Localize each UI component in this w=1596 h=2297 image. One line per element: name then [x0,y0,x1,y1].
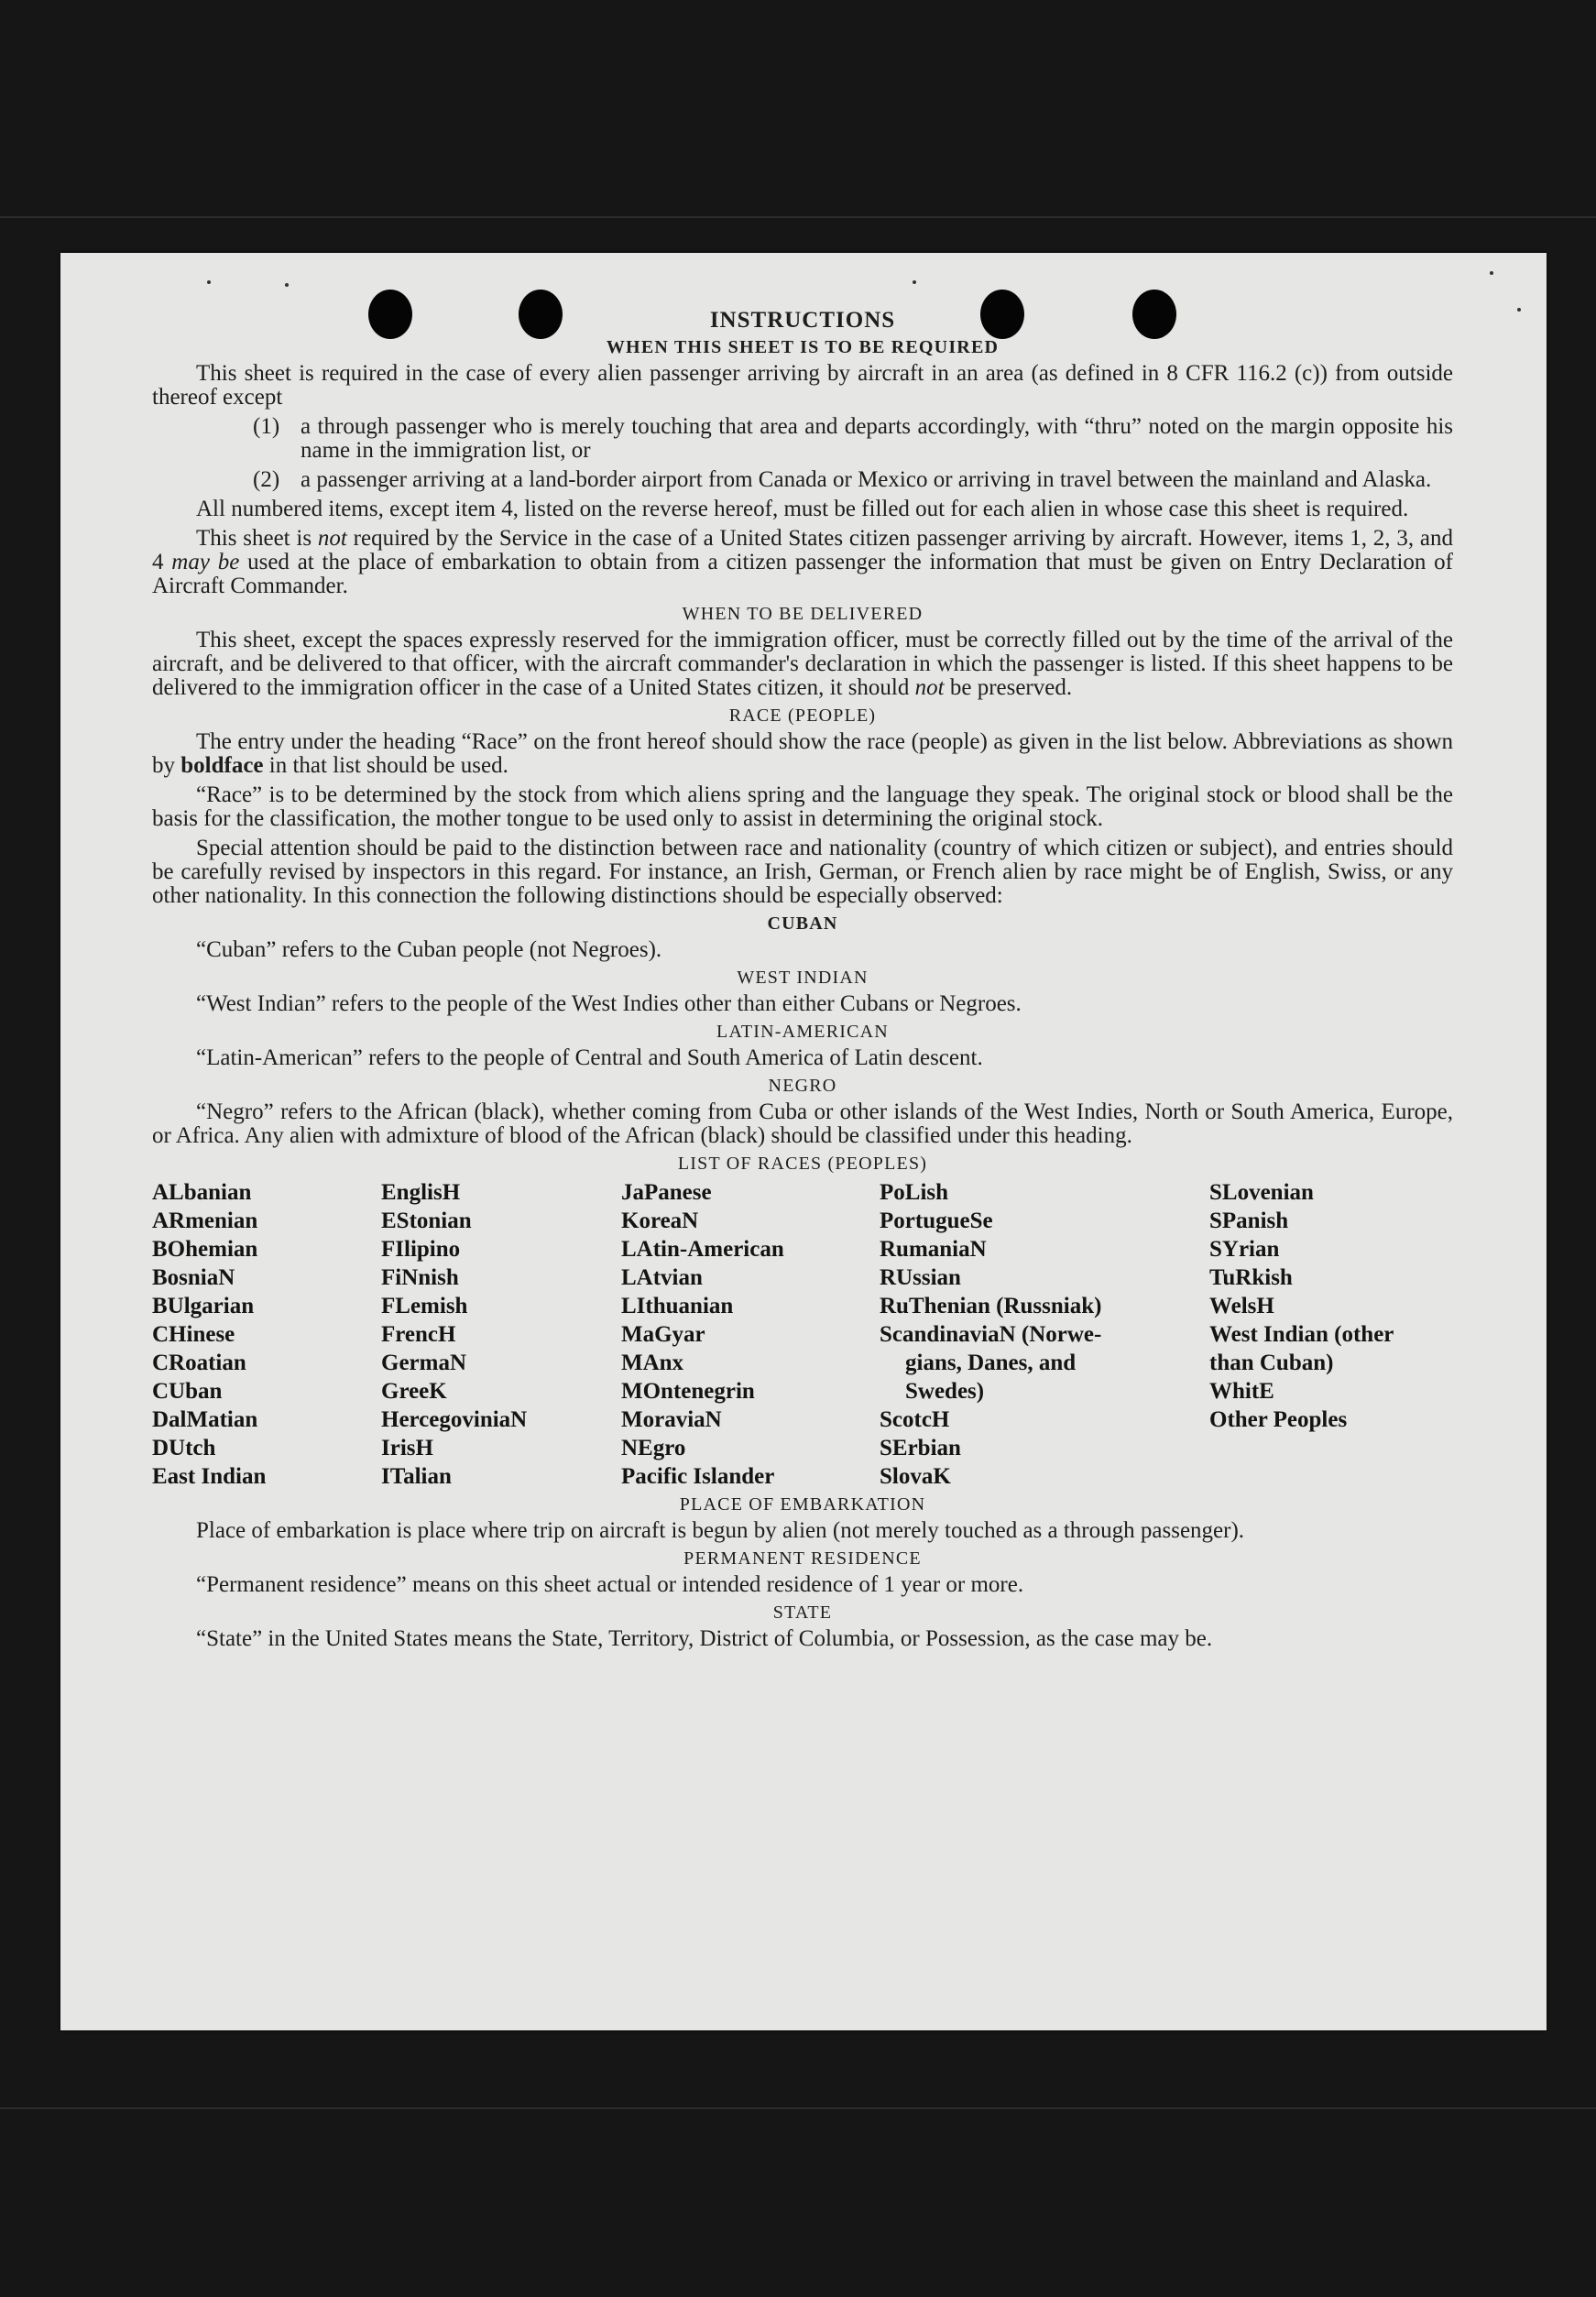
race-entry: DUtch [152,1436,216,1460]
scan-speck [207,280,211,284]
numbered-item [152,468,1453,492]
races-column [381,1178,621,1491]
race-entry: LIthuanian [621,1294,734,1318]
race-entry: gians, Danes, and [905,1351,1077,1375]
race-entry: EStonian [381,1209,472,1233]
paragraph: This sheet is required in the case of every alien passenger arriving by aircraft in an area (as defined in 8 CFR 116.2 (c)) from outside thereof except [152,361,1453,410]
paragraph: “Latin-American” refers to the people of Central and South America of Latin descent. [196,1045,983,1070]
race-entry: SYrian [1209,1237,1280,1262]
races-column [880,1178,1209,1491]
italic-text: not [317,526,347,551]
paragraph: “Cuban” refers to the Cuban people (not Negroes). [196,937,662,962]
paragraph: “State” in the United States means the State, Territory, District of Columbia, or Possession, as the case may be. [196,1626,1213,1651]
race-entry: ITalian [381,1464,452,1489]
section-heading-place-of-embarkation: PLACE OF EMBARKATION [679,1494,926,1515]
scan-artifact-line [0,2107,1596,2109]
section-heading-cuban: CUBAN [767,913,838,934]
race-entry: RuThenian (Russniak) [880,1294,1102,1318]
race-entry: SLovenian [1209,1180,1314,1205]
text-run: The entry under the heading “Race” on the front hereof should show the race (people) as given in the list below. Abbreviations as shown by [152,729,1453,778]
race-entry: HercegoviniaN [381,1407,528,1432]
bold-text: boldface [180,753,264,778]
section-heading-latin-american: LATIN-AMERICAN [716,1022,889,1042]
race-entry: PortugueSe [880,1209,993,1233]
section-heading-when-required: WHEN THIS SHEET IS TO BE REQUIRED [606,337,1000,357]
race-entry: IrisH [381,1436,433,1460]
race-entry: MaGyar [621,1322,705,1347]
section-heading-west-indian: WEST INDIAN [737,968,869,988]
race-entry: FIlipino [381,1237,461,1262]
race-entry: FLemish [381,1294,468,1318]
race-entry: Pacific Islander [621,1464,775,1489]
paragraph [152,629,1453,700]
race-entry: FiNnish [381,1265,459,1290]
race-entry: ALbanian [152,1180,252,1205]
paragraph: “Permanent residence” means on this sheet actual or intended residence of 1 year or more. [196,1572,1024,1597]
scan-speck [1517,308,1521,312]
race-entry: KoreaN [621,1209,699,1233]
section-heading-permanent-residence: PERMANENT RESIDENCE [683,1548,922,1569]
race-entry: WelsH [1209,1294,1274,1318]
race-entry: RUssian [880,1265,961,1290]
race-entry: FrencH [381,1322,456,1347]
race-entry: Other Peoples [1209,1407,1348,1432]
instructions-content [152,308,1453,1657]
item-number: (2) [253,467,280,492]
scan-artifact-line [0,216,1596,218]
race-entry: CHinese [152,1322,235,1347]
text-run: This sheet, except the spaces expressly reserved for the immigration officer, must be correctly filled out by the time of the arrival of the aircraft, and be delivered to that officer, with the aircraft commander's declaration in which the passenger is listed. If this sheet happens to be delivered to the immigration officer in the case of a United States citizen, it should [152,628,1453,700]
paragraph: “Race” is to be determined by the stock from which aliens spring and the language they speak. The original stock or blood shall be the basis for the classification, the mother tongue to be used only to assist in determining the original stock. [152,782,1453,831]
race-entry: BUlgarian [152,1294,255,1318]
race-entry: SPanish [1209,1209,1289,1233]
race-entry: WhitE [1209,1379,1274,1404]
race-entry: NEgro [621,1436,686,1460]
race-entry: ScandinaviaN (Norwe- [880,1322,1102,1347]
race-entry: SlovaK [880,1464,951,1489]
section-heading-when-delivered: WHEN TO BE DELIVERED [682,604,924,624]
text-run: be preserved. [944,675,1073,700]
race-entry: CRoatian [152,1351,246,1375]
race-entry: ARmenian [152,1209,258,1233]
text-run: This sheet is [196,526,318,551]
race-entry: East Indian [152,1464,267,1489]
numbered-item [152,415,1453,463]
section-heading-state: STATE [772,1602,833,1623]
text-run: in that list should be used. [263,753,508,778]
race-entry: SErbian [880,1436,961,1460]
race-entry: GreeK [381,1379,447,1404]
text-run: used at the place of embarkation to obtain from a citizen passenger the information that must be given on Entry Declaration of Aircraft Commander. [152,550,1454,598]
race-entry: PoLish [880,1180,949,1205]
races-column [621,1178,880,1491]
italic-text: not [914,675,945,700]
race-entry: West Indian (other [1209,1322,1394,1347]
paragraph: Place of embarkation is place where trip on aircraft is begun by alien (not merely touched as a through passenger). [196,1518,1245,1543]
text-run: required by the Service in the case of a United States citizen passenger arriving by aircraft. However, items 1, 2, 3, and 4 [152,526,1453,574]
paragraph: Special attention should be paid to the distinction between race and nationality (country of which citizen or subject), and entries should be carefully revised by inspectors in this regard. For instance, an Irish, German, or French alien by race might be of English, Swiss, or any other nationality. In this connection the following distinctions should be especially observed: [152,836,1453,908]
races-column [152,1178,381,1491]
race-entry: JaPanese [621,1180,712,1205]
race-entry: than Cuban) [1209,1351,1334,1375]
race-entry: Swedes) [905,1379,985,1404]
section-heading-race: RACE (PEOPLE) [728,706,877,726]
paragraph: “Negro” refers to the African (black), whether coming from Cuba or other islands of the West Indies, North or South America, Europe, or Africa. Any alien with admixture of blood of the African (black) should be classified under this heading. [152,1099,1453,1148]
race-entry: GermaN [381,1351,467,1375]
section-heading-list-of-races: LIST OF RACES (PEOPLES) [677,1154,928,1174]
race-entry: MAnx [621,1351,684,1375]
race-entry: LAtvian [621,1265,703,1290]
race-entry: TuRkish [1209,1265,1293,1290]
race-entry: EnglisH [381,1180,461,1205]
italic-text: may be [171,550,240,574]
race-entry: ScotcH [880,1407,950,1432]
item-text: a passenger arriving at a land-border airport from Canada or Mexico or arriving in travel between the mainland and Alaska. [301,467,1432,492]
document-sheet [60,253,1547,2030]
race-entry: BOhemian [152,1237,258,1262]
race-entry: RumaniaN [880,1237,987,1262]
race-entry: MOntenegrin [621,1379,755,1404]
section-heading-negro: NEGRO [768,1076,837,1096]
race-entry: LAtin-American [621,1237,784,1262]
paragraph [152,527,1453,598]
scan-speck [1490,271,1493,275]
scan-speck [285,283,289,287]
races-column [1209,1178,1453,1491]
race-entry: DalMatian [152,1407,258,1432]
race-entry: MoraviaN [621,1407,722,1432]
race-entry: CUban [152,1379,223,1404]
race-entry: BosniaN [152,1265,235,1290]
paragraph: All numbered items, except item 4, listed on the reverse hereof, must be filled out for each alien in whose case this sheet is required. [196,497,1409,521]
page-title: INSTRUCTIONS [709,308,896,333]
paragraph [152,730,1453,778]
paragraph: “West Indian” refers to the people of the West Indies other than either Cubans or Negroes. [196,991,1022,1016]
races-list [152,1178,1453,1491]
scan-speck [913,280,916,284]
item-text: a through passenger who is merely touching that area and departs accordingly, with “thru” noted on the margin opposite his name in the immigration list, or [301,414,1453,463]
item-number: (1) [253,414,280,439]
